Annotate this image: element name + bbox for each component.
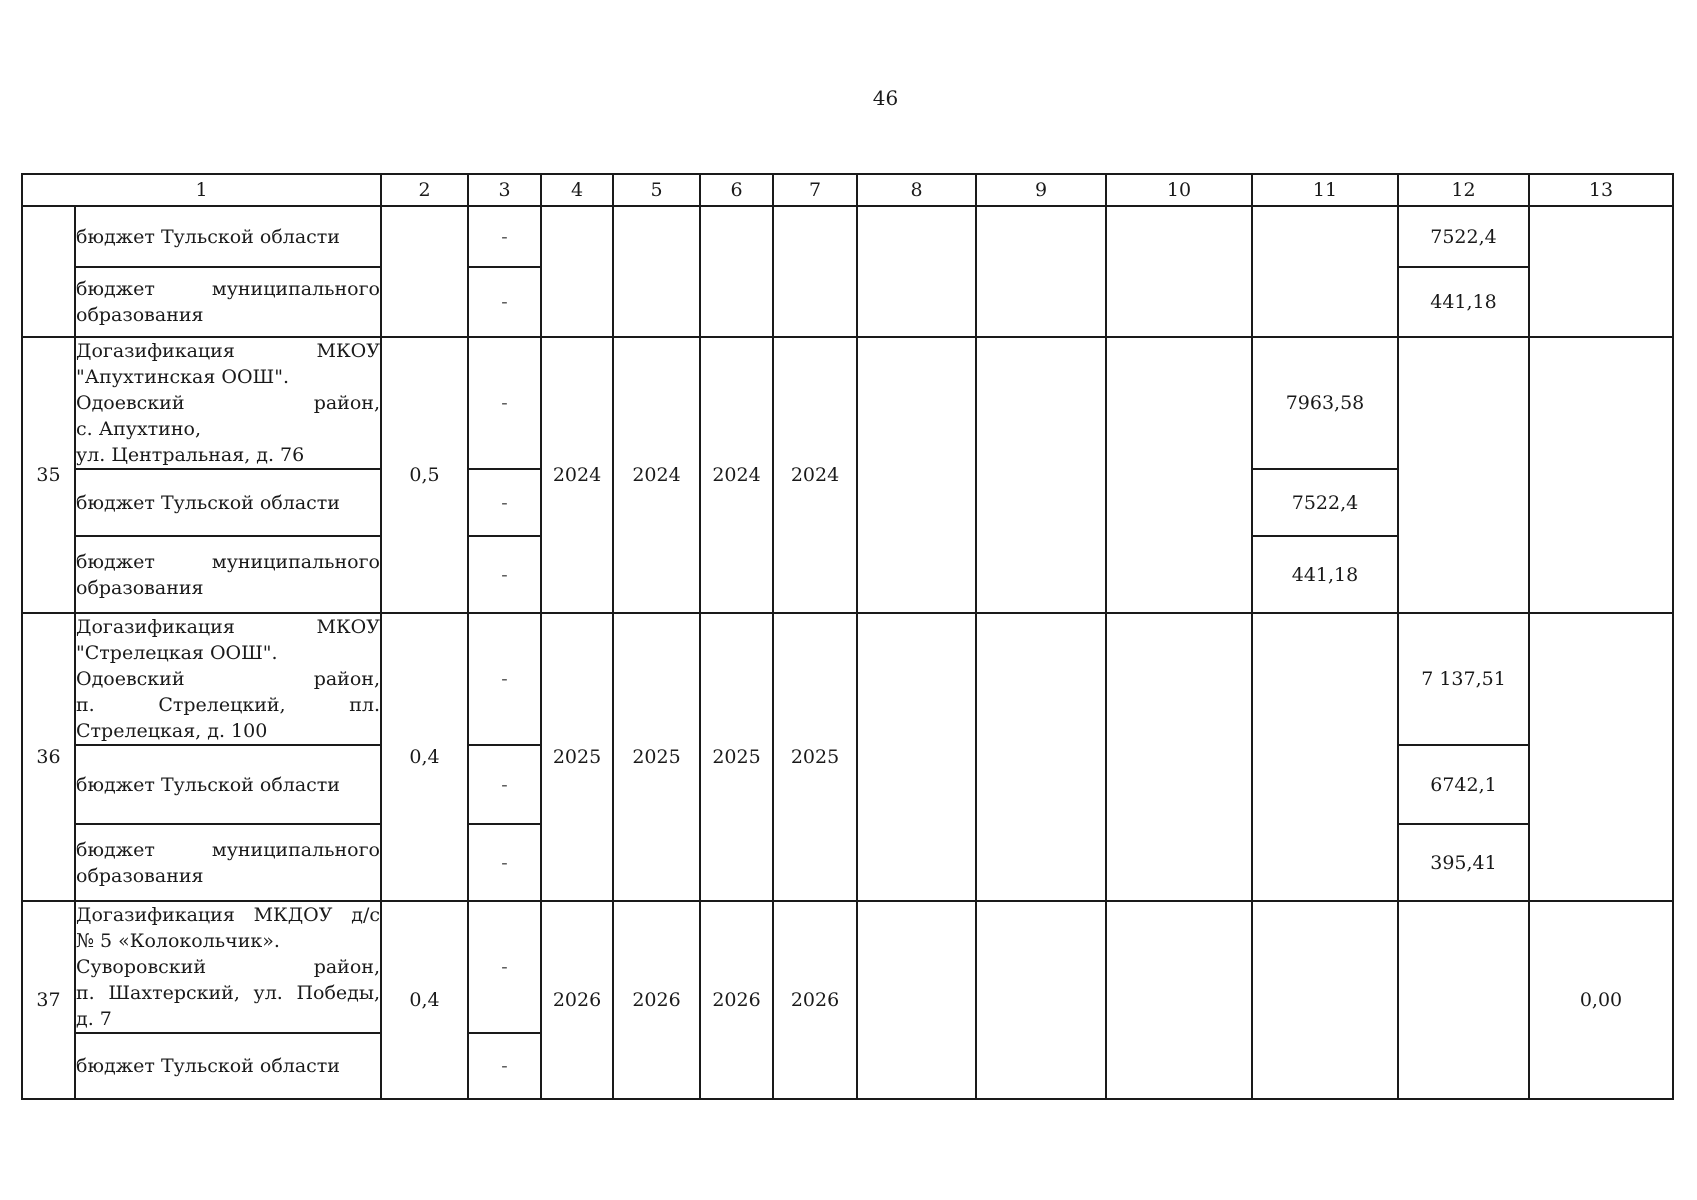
header-cell: 2 [381, 174, 468, 206]
cell [700, 206, 773, 337]
budget-source-label: бюджет Тульской области [75, 206, 381, 267]
cell-dash: - [468, 745, 541, 824]
cell [613, 206, 700, 337]
budget-source-label: бюджет Тульской области [75, 745, 381, 824]
year-cell: 2024 [613, 337, 700, 613]
capacity-cell: 0,4 [381, 901, 468, 1099]
amount-cell: 7522,4 [1398, 206, 1529, 267]
cell-dash: - [468, 613, 541, 745]
header-cell: 7 [773, 174, 857, 206]
row-number-cell: 35 [22, 337, 75, 613]
cell-dash: - [468, 337, 541, 469]
amount-cell: 0,00 [1529, 901, 1673, 1099]
amount-cell: 441,18 [1252, 536, 1398, 613]
budget-table [21, 173, 1674, 1100]
header-cell: 1 [22, 174, 381, 206]
cell-dash: - [468, 536, 541, 613]
cell [541, 206, 613, 337]
cell [1529, 613, 1673, 901]
cell [381, 206, 468, 337]
year-cell: 2026 [700, 901, 773, 1099]
amount-cell: 6742,1 [1398, 745, 1529, 824]
year-cell: 2026 [773, 901, 857, 1099]
cell [1529, 206, 1673, 337]
cell [1106, 206, 1252, 337]
cell [1529, 337, 1673, 613]
row-number-cell [22, 206, 75, 337]
budget-source-label: бюджет муниципального образования [75, 536, 381, 613]
table-row [22, 901, 1673, 1033]
project-description: Догазификация МКОУ "Апухтинская ООШ". Одоевский район, с. Апухтино, ул. Центральная, д. 76 [75, 337, 381, 469]
year-cell: 2026 [613, 901, 700, 1099]
header-cell: 12 [1398, 174, 1529, 206]
budget-source-label: бюджет Тульской области [75, 469, 381, 536]
capacity-cell: 0,5 [381, 337, 468, 613]
cell [1106, 901, 1252, 1099]
year-cell: 2025 [541, 613, 613, 901]
project-description: Догазификация МКОУ "Стрелецкая ООШ". Одоевский район, п. Стрелецкий, пл. Стрелецкая, д. 100 [75, 613, 381, 745]
cell-dash: - [468, 1033, 541, 1099]
year-cell: 2024 [773, 337, 857, 613]
amount-cell: 7963,58 [1252, 337, 1398, 469]
row-number-cell: 36 [22, 613, 75, 901]
header-cell: 11 [1252, 174, 1398, 206]
year-cell: 2024 [541, 337, 613, 613]
row-number-cell: 37 [22, 901, 75, 1099]
year-cell: 2026 [541, 901, 613, 1099]
year-cell: 2025 [773, 613, 857, 901]
cell [1252, 206, 1398, 337]
capacity-cell: 0,4 [381, 613, 468, 901]
header-cell: 3 [468, 174, 541, 206]
year-cell: 2024 [700, 337, 773, 613]
cell [976, 613, 1106, 901]
amount-cell: 7522,4 [1252, 469, 1398, 536]
header-cell: 6 [700, 174, 773, 206]
amount-cell: 395,41 [1398, 824, 1529, 901]
year-cell: 2025 [613, 613, 700, 901]
cell [857, 613, 976, 901]
cell [1398, 901, 1529, 1099]
cell [857, 206, 976, 337]
cell [976, 206, 1106, 337]
header-row [22, 174, 1673, 206]
header-cell: 9 [976, 174, 1106, 206]
cell [976, 337, 1106, 613]
table-row [22, 206, 1673, 267]
header-cell: 10 [1106, 174, 1252, 206]
cell-dash: - [468, 206, 541, 267]
cell [1106, 613, 1252, 901]
project-description: Догазификация МКДОУ д/с № 5 «Колокольчик». Суворовский район, п. Шахтерский, ул. Победы, д. 7 [75, 901, 381, 1033]
cell [1252, 901, 1398, 1099]
cell-dash: - [468, 901, 541, 1033]
cell-dash: - [468, 267, 541, 337]
page-number: 46 [872, 86, 899, 110]
cell-dash: - [468, 469, 541, 536]
amount-cell: 7 137,51 [1398, 613, 1529, 745]
cell [1252, 613, 1398, 901]
header-cell: 5 [613, 174, 700, 206]
header-cell: 13 [1529, 174, 1673, 206]
header-cell: 4 [541, 174, 613, 206]
budget-source-label: бюджет муниципального образования [75, 267, 381, 337]
header-cell: 8 [857, 174, 976, 206]
cell-dash: - [468, 824, 541, 901]
table-row [22, 337, 1673, 469]
cell [1106, 337, 1252, 613]
cell [773, 206, 857, 337]
budget-source-label: бюджет Тульской области [75, 1033, 381, 1099]
year-cell: 2025 [700, 613, 773, 901]
cell [857, 901, 976, 1099]
cell [976, 901, 1106, 1099]
cell [857, 337, 976, 613]
cell [1398, 337, 1529, 613]
amount-cell: 441,18 [1398, 267, 1529, 337]
table-row [22, 613, 1673, 745]
budget-source-label: бюджет муниципального образования [75, 824, 381, 901]
